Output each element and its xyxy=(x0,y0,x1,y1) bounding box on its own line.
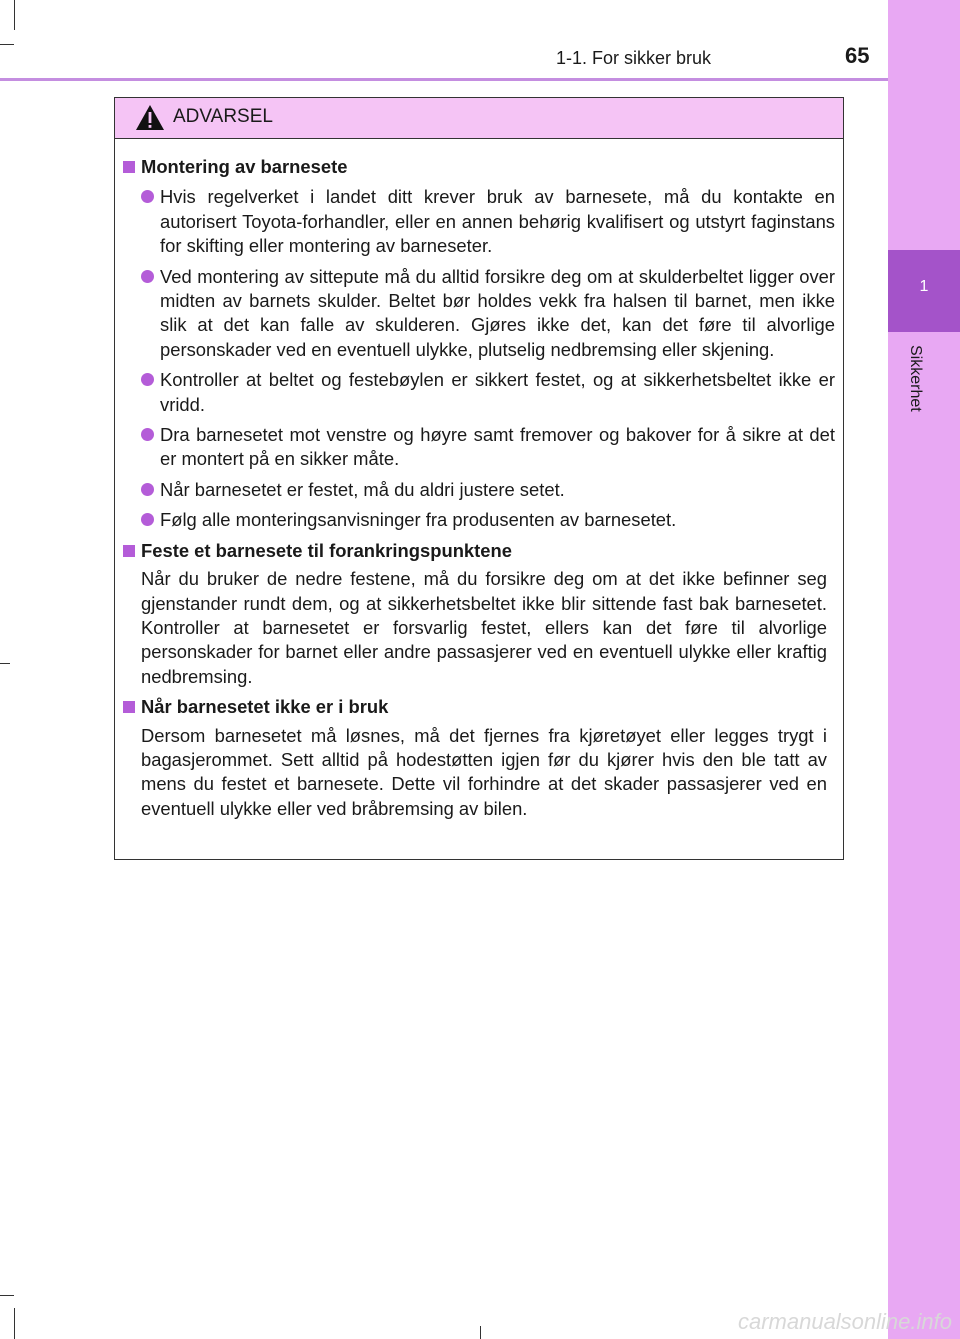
warning-header xyxy=(115,98,843,139)
chapter-title: Sikkerhet xyxy=(907,345,924,412)
chapter-number: 1 xyxy=(919,278,929,295)
crop-mark xyxy=(14,0,15,30)
list-item: Kontroller at beltet og festebøylen er sikkert festet, og at sikkerhetsbeltet ikke er vridd. xyxy=(141,368,835,417)
list-item: Når barnesetet er festet, må du aldri justere setet. xyxy=(141,478,835,502)
square-bullet-icon xyxy=(123,161,135,173)
crop-mark xyxy=(480,1326,481,1339)
bullet-dot-icon xyxy=(141,513,154,526)
crop-mark xyxy=(0,44,14,45)
section-reference: 1-1. For sikker bruk xyxy=(556,48,712,68)
chapter-tab[interactable] xyxy=(888,250,960,332)
list-item: Følg alle monteringsanvisninger fra produsenten av barnesetet. xyxy=(141,508,835,532)
list-item: Dra barnesetet mot venstre og høyre samt fremover og bakover for å sikre at det er montert på en sikker måte. xyxy=(141,423,835,472)
section-heading: Feste et barnesete til forankringspunktene xyxy=(123,539,835,563)
bullet-dot-icon xyxy=(141,483,154,496)
crop-mark xyxy=(14,1308,15,1339)
warning-body xyxy=(115,139,843,821)
header-divider xyxy=(0,78,888,81)
list-item: Ved montering av sittepute må du alltid forsikre deg om at skulderbeltet ligger over midten av barnets skulder. Beltet bør holdes vekk fra halsen til barnet, men ikke slik at det kan falle av skulderen. Gjøres ikke det, kan det føre til alvorlige personskader ved en eventuell ulykke, plutselig nedbremsing eller skjening. xyxy=(141,265,835,363)
section-paragraph: Når du bruker de nedre festene, må du forsikre deg om at det ikke befinner seg gjenstander rundt dem, og at sikkerhetsbeltet ikke blir sittende fast bak barnesetet. Kontroller at barnesetet er forsvarlig festet, ellers kan det føre til alvorlige personskader for barnet eller andre passasjerer ved en eventuell ulykke eller kraftig nedbremsing. xyxy=(141,568,827,687)
bullet-dot-icon xyxy=(141,428,154,441)
section-heading: Når barnesetet ikke er i bruk xyxy=(123,695,835,719)
section-paragraph: Dersom barnesetet må løsnes, må det fjernes fra kjøretøyet eller legges trygt i bagasjerommet. Sett alltid på hodestøtten igjen før du kjører hvis den ble tatt av mens du festet et barnesete. Dette vil forhindre at det skader passasjerer ved en eventuell ulykke eller ved bråbremsing av bilen. xyxy=(141,724,827,819)
watermark: carmanualsonline.info xyxy=(737,1309,952,1334)
bullet-dot-icon xyxy=(141,270,154,283)
crop-mark xyxy=(0,663,10,664)
side-tab xyxy=(888,0,960,1339)
page-number: 65 xyxy=(845,43,870,68)
list-item: Hvis regelverket i landet ditt krever bruk av barnesete, må du kontakte en autorisert Toyota-forhandler, eller en annen behørig kvalifisert og utstyrt faginstans for skifting eller montering av barneseter. xyxy=(141,185,835,258)
section-heading: Montering av barnesete xyxy=(123,155,835,179)
warning-triangle-icon xyxy=(135,104,165,136)
warning-title: ADVARSEL xyxy=(173,106,273,127)
crop-mark xyxy=(0,1295,14,1296)
bullet-dot-icon xyxy=(141,190,154,203)
square-bullet-icon xyxy=(123,701,135,713)
bullet-dot-icon xyxy=(141,373,154,386)
square-bullet-icon xyxy=(123,545,135,557)
warning-box xyxy=(114,97,844,860)
